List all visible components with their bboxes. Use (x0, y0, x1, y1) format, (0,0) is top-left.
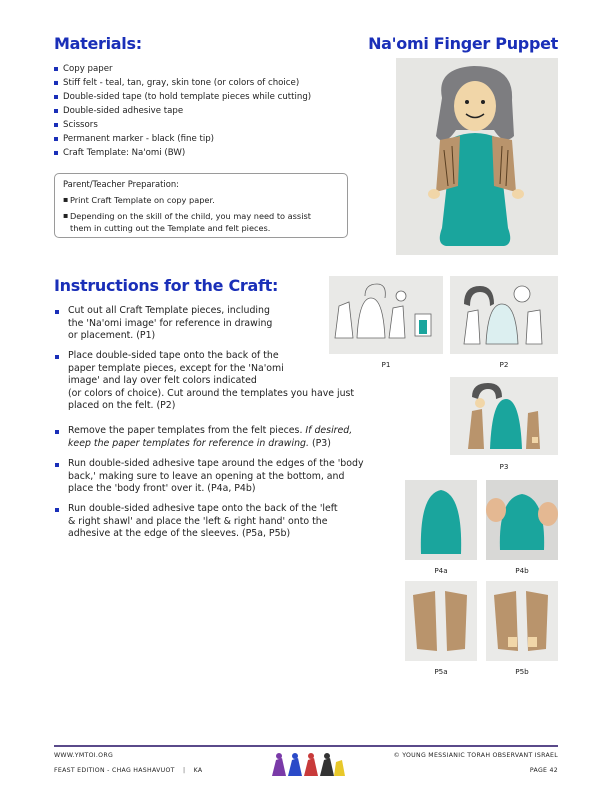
list-item (54, 305, 338, 343)
step-line: or placement. (P1) (68, 330, 156, 341)
list-item: ▪ Depending on the skill of the child, you may need to assist (63, 211, 311, 221)
list-item: Double-sided adhesive tape (54, 104, 384, 118)
template-pieces-image (329, 276, 443, 354)
step-line: placed on the felt. (P2) (68, 400, 176, 411)
footer-edition (54, 767, 202, 774)
caption-p2: P2 (499, 360, 509, 369)
prep-text: Depending on the skill of the child, you may need to assist (70, 211, 311, 221)
bullet-icon (55, 508, 59, 512)
bullet-icon (55, 463, 59, 467)
assembling-body-image (486, 480, 558, 560)
instructions-title: Instructions for the Craft: (54, 276, 279, 295)
list-item: Stiff felt - teal, tan, gray, skin tone (or colors of choice) (54, 76, 384, 90)
list-item (54, 458, 428, 496)
step-line: Cut out all Craft Template pieces, including (68, 305, 270, 316)
shawl-with-hands-image (486, 581, 558, 661)
puppet-title: Na'omi Finger Puppet (368, 34, 558, 53)
list-item: Copy paper (54, 62, 384, 76)
page-number: PAGE 42 (529, 767, 558, 774)
step-line: (or colors of choice). Cut around the templates you have just (68, 387, 355, 399)
step-line: (P3) (311, 437, 331, 449)
photo-p1 (329, 276, 443, 354)
photo-p4b (486, 480, 558, 560)
photo-p2 (450, 276, 558, 354)
prep-text: them in cutting out the Template and felt pieces. (70, 223, 271, 233)
step-line: Run double-sided adhesive tape onto the back of the 'left (68, 503, 338, 514)
step-line: image' and lay over felt colors indicated (68, 375, 257, 386)
list-item (54, 425, 428, 450)
step-line: Place double-sided tape onto the back of the (68, 350, 279, 361)
step-line: place the 'body front' over it. (P4a, P4b) (68, 483, 256, 494)
list-item (54, 503, 408, 541)
caption-p5a: P5a (434, 667, 448, 676)
photo-p5a (405, 581, 477, 661)
caption-p4a: P4a (434, 566, 448, 575)
caption-p4b: P4b (515, 566, 529, 575)
shawl-pieces-image (405, 581, 477, 661)
step-line: adhesive at the edge of the sleeves. (P5a, P5b) (68, 528, 291, 539)
preparation-box (54, 173, 348, 238)
body-pieces-image (405, 480, 477, 560)
list-item: Scissors (54, 118, 384, 132)
step-note: keep the paper templates for reference in drawing. (68, 437, 309, 449)
step-line: & right shawl' and place the 'left & right hand' onto the (68, 515, 328, 527)
step-line: Remove the paper templates from the felt pieces. (68, 425, 303, 436)
prep-text: Print Craft Template on copy paper. (70, 195, 215, 205)
puppet-photo (396, 58, 558, 255)
step-line: back,' making sure to leave an opening at the bottom, and (68, 470, 345, 482)
logo-icon (270, 752, 346, 778)
puppet-illustration (396, 58, 558, 255)
materials-list (54, 62, 384, 160)
photo-p4a (405, 480, 477, 560)
edition-code: KA (193, 767, 203, 774)
felt-pieces-image (450, 377, 558, 455)
footer-rule (54, 745, 558, 747)
list-item: ▪ Print Craft Template on copy paper. (63, 195, 215, 205)
logo (270, 752, 346, 780)
bullet-icon (55, 355, 59, 359)
edition-label: FEAST EDITION - CHAG HASHAVUOT (54, 767, 175, 774)
caption-p1: P1 (381, 360, 391, 369)
step-line: the 'Na'omi image' for reference in drawing (68, 317, 273, 329)
bullet-icon (55, 310, 59, 314)
footer-copyright: © YOUNG MESSIANIC TORAH OBSERVANT ISRAEL (393, 752, 558, 759)
list-item: Double-sided tape (to hold template pieces while cutting) (54, 90, 384, 104)
list-item: Permanent marker - black (fine tip) (54, 132, 384, 146)
caption-p3: P3 (499, 462, 509, 471)
step-line: paper template pieces, except for the 'Na'omi (68, 362, 284, 374)
footer-website[interactable]: WWW.YMTOI.ORG (54, 752, 114, 759)
caption-p5b: P5b (515, 667, 529, 676)
list-item (63, 222, 350, 234)
felt-with-templates-image (450, 276, 558, 354)
step-note: If desired, (305, 425, 353, 436)
bullet-icon (55, 430, 59, 434)
photo-p5b (486, 581, 558, 661)
materials-title: Materials: (54, 34, 142, 53)
footer-divider: | (183, 767, 186, 774)
photo-p3 (450, 377, 558, 455)
step-line: Run double-sided adhesive tape around the edges of the 'body (68, 458, 364, 469)
list-item: Craft Template: Na'omi (BW) (54, 146, 384, 160)
preparation-title: Parent/Teacher Preparation: (63, 179, 179, 189)
